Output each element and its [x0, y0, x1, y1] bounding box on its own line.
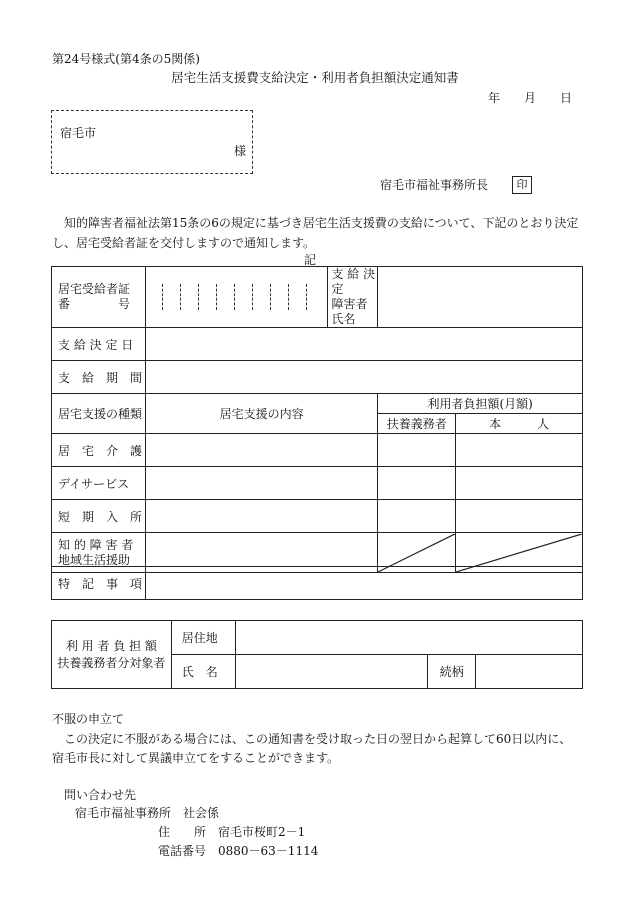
short-stay-content[interactable] — [145, 500, 377, 533]
recipient-number-label — [52, 267, 146, 328]
day-service-supporter[interactable] — [378, 467, 456, 500]
contact-heading: 問い合わせ先 — [64, 788, 137, 802]
recipient-number-label-line2: 番 号 — [58, 297, 131, 311]
table-row — [52, 434, 583, 467]
row-label-home-care: 居 宅 介 護 — [52, 434, 146, 467]
disabled-name-label-line2: 障害者氏名 — [331, 297, 368, 326]
group-home-label-line2: 地域生活援助 — [58, 552, 131, 567]
form-number: 第24号様式(第4条の5関係) — [52, 52, 200, 66]
group-home-label-line1: 知 的 障 害 者 — [58, 537, 134, 552]
period-label: 支 給 期 間 — [52, 361, 146, 394]
home-care-content[interactable] — [145, 434, 377, 467]
target-label — [52, 621, 172, 689]
table-row — [52, 500, 583, 533]
row-label-day-service: デイサービス — [52, 467, 146, 500]
name-field[interactable] — [235, 655, 428, 689]
recipient-number-field[interactable] — [145, 267, 328, 328]
contact-tel: 電話番号 0880－63－1114 — [158, 844, 319, 858]
decision-date-field[interactable] — [145, 328, 582, 361]
day-service-self[interactable] — [456, 467, 583, 500]
contact-office: 宿毛市福祉事務所 社会係 — [75, 806, 220, 820]
issue-date: 年 月 日 — [488, 91, 573, 105]
day-service-content[interactable] — [145, 467, 377, 500]
burden-target-table — [51, 620, 583, 689]
disabled-name-label-line1: 支 給 決 定 — [331, 267, 376, 296]
support-content-header: 居宅支援の内容 — [145, 394, 377, 434]
special-notes-label: 特 記 事 項 — [52, 567, 146, 600]
short-stay-self[interactable] — [456, 500, 583, 533]
disabled-name-field[interactable] — [378, 267, 583, 328]
notice-body: 知的障害者福祉法第15条の6の規定に基づき居宅生活支援費の支給について、下記のとおり決定し、居宅受給者証を交付しますので通知します。 — [52, 216, 579, 250]
residence-label: 居住地 — [171, 621, 235, 655]
residence-field[interactable] — [235, 621, 582, 655]
target-label-line2: 扶養義務者分対象者 — [57, 655, 166, 670]
row-label-short-stay: 短 期 入 所 — [52, 500, 146, 533]
home-care-self[interactable] — [456, 434, 583, 467]
self-header: 本 人 — [456, 414, 583, 434]
address-box — [51, 110, 253, 174]
seal-stamp: 印 — [512, 176, 532, 194]
table-row — [52, 467, 583, 500]
special-notes-table — [51, 566, 583, 600]
ki-marker: 記 — [304, 253, 317, 267]
recipient-number-label-line1: 居宅受給者証 — [58, 282, 131, 296]
special-notes-field[interactable] — [145, 567, 582, 600]
address-city: 宿毛市 — [60, 126, 97, 140]
contact-address: 住 所 宿毛市桜町2－1 — [158, 825, 306, 839]
short-stay-supporter[interactable] — [378, 500, 456, 533]
document-title: 居宅生活支援費支給決定・利用者負担額決定通知書 — [171, 70, 459, 85]
decision-table — [51, 266, 583, 573]
relation-label: 続柄 — [428, 655, 476, 689]
relation-field[interactable] — [476, 655, 583, 689]
period-field[interactable] — [145, 361, 582, 394]
disabled-name-label — [328, 267, 378, 328]
appeal-body: この決定に不服がある場合には、この通知書を受け取った日の翌日から起算して60日以内に、宿毛市長に対して異議申立てをすることができます。 — [52, 732, 572, 765]
issuer-office: 宿毛市福祉事務所長 — [380, 178, 489, 192]
burden-header: 利用者負担額(月額) — [378, 394, 583, 414]
name-label: 氏 名 — [171, 655, 235, 689]
decision-date-label: 支 給 決 定 日 — [52, 328, 146, 361]
home-care-supporter[interactable] — [378, 434, 456, 467]
target-label-line1: 利 用 者 負 担 額 — [65, 638, 157, 653]
support-type-header: 居宅支援の種類 — [52, 394, 146, 434]
appeal-title: 不服の申立て — [52, 712, 125, 726]
address-honorific: 様 — [233, 144, 246, 158]
supporter-header: 扶養義務者 — [378, 414, 456, 434]
